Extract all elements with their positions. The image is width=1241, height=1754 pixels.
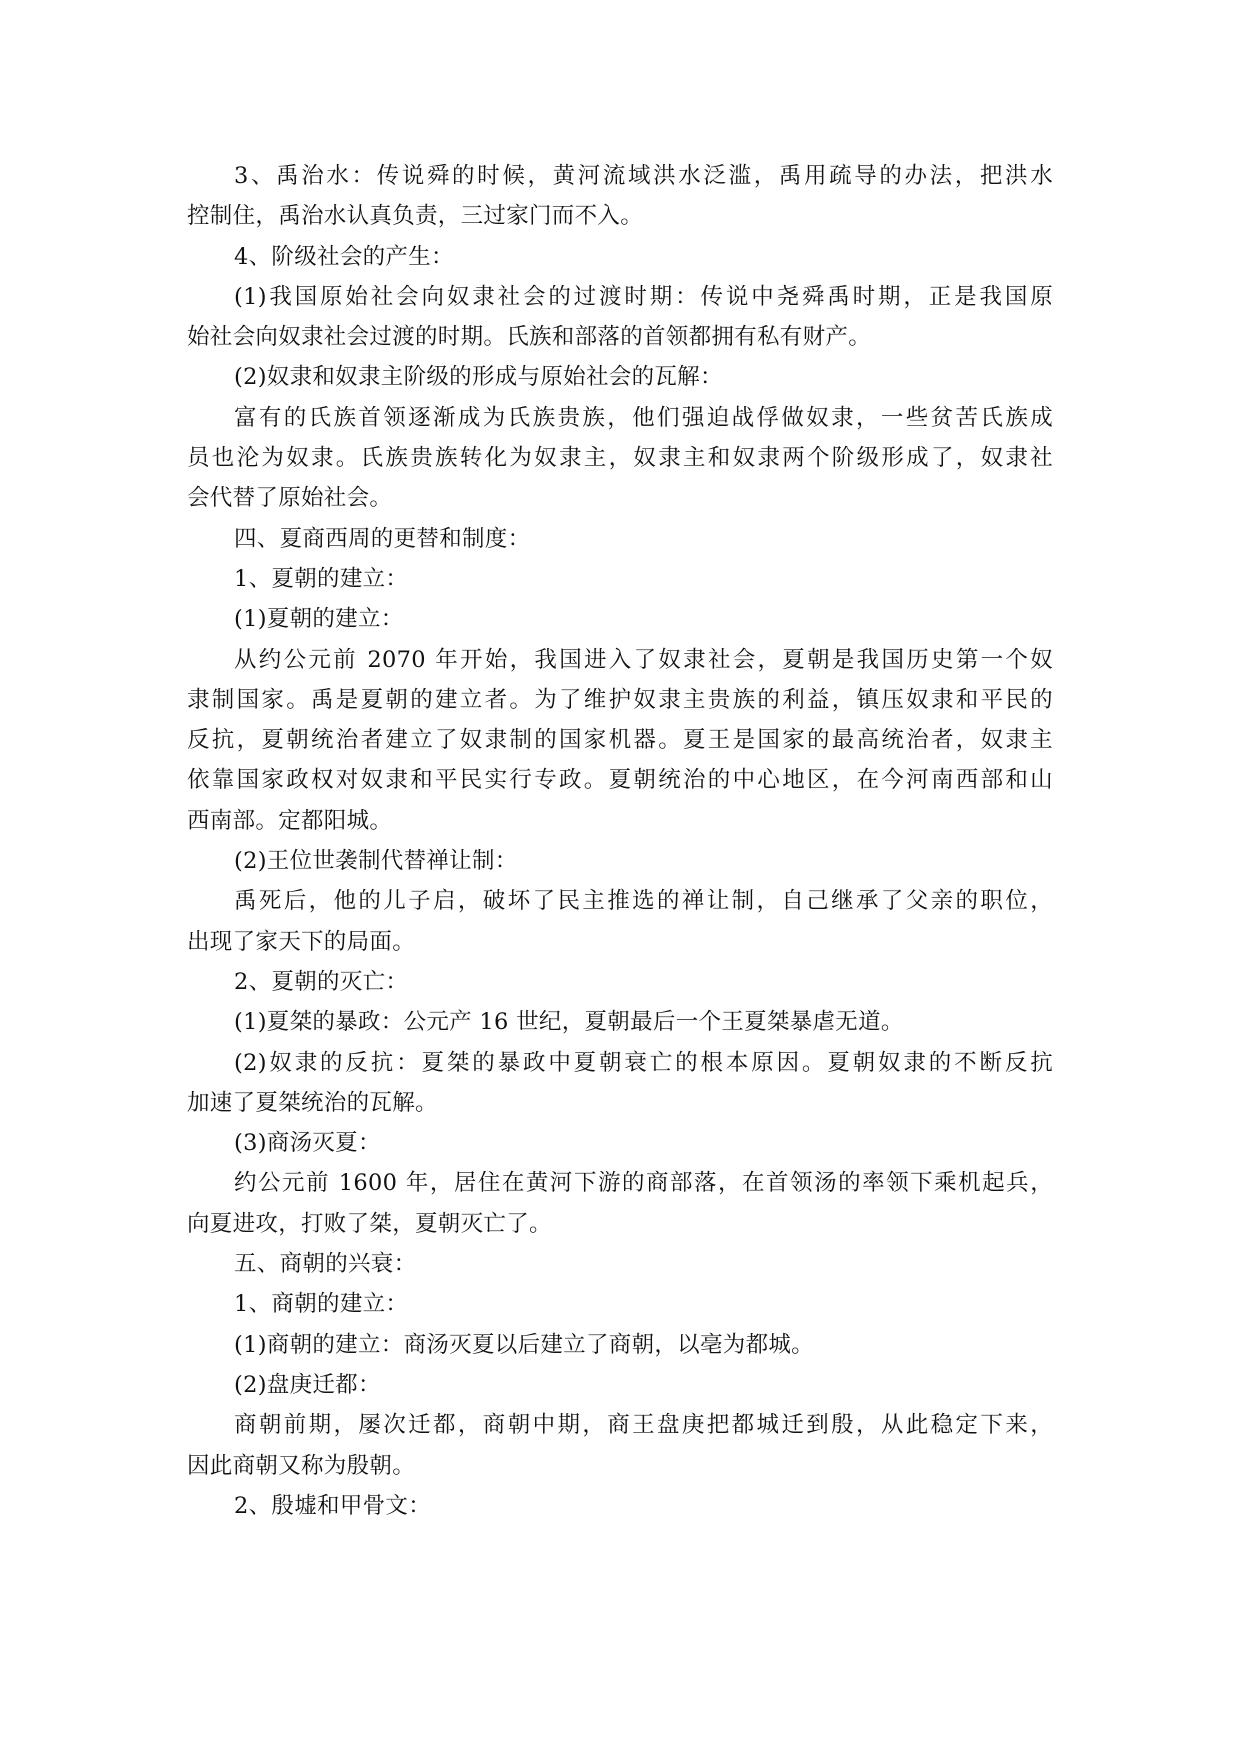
text-line: 3、禹治水：传说舜的时候，黄河流域洪水泛滥，禹用疏导的办法，把洪水 [234,163,1053,189]
text-line: 依靠国家政权对奴隶和平民实行专政。夏朝统治的中心地区，在今河南西部和山 [187,767,1053,794]
text-line: 反抗，夏朝统治者建立了奴隶制的国家机器。夏王是国家的最高统治者，奴隶主 [187,727,1053,754]
text-line: (1)夏朝的建立： [234,606,404,633]
text-line: 2、殷墟和甲骨文： [234,1492,432,1519]
text-line: 五、商朝的兴衰： [234,1251,417,1278]
text-line: 约公元前 1600 年，居住在黄河下游的商部落，在首领汤的率领下乘机起兵， [234,1170,1053,1197]
text-line: 始社会向奴隶社会过渡的时期。氏族和部落的首领都拥有私有财产。 [187,324,872,351]
text-line: 员也沦为奴隶。氏族贵族转化为奴隶主，奴隶主和奴隶两个阶级形成了，奴隶社 [187,445,1053,472]
text-line: 富有的氏族首领逐渐成为氏族贵族，他们强迫战俘做奴隶，一些贫苦氏族成 [234,404,1053,431]
text-line: (2)奴隶和奴隶主阶级的形成与原始社会的瓦解： [234,364,723,391]
text-line: 1、夏朝的建立： [234,565,409,592]
text-line: 2、夏朝的灭亡： [234,968,409,995]
text-line: 4、阶级社会的产生： [234,243,454,270]
text-line: 四、夏商西周的更替和制度： [234,525,531,552]
text-line: 会代替了原始社会。 [187,485,393,512]
text-line: 1、商朝的建立： [234,1291,409,1318]
text-line: (2)王位世袭制代替禅让制： [234,848,518,875]
text-line: (1)我国原始社会向奴隶社会的过渡时期：传说中尧舜禹时期，正是我国原 [234,283,1053,310]
text-line: 商朝前期，屡次迁都，商朝中期，商王盘庚把都城迁到殷，从此稳定下来， [234,1412,1053,1439]
text-line: 控制住，禹治水认真负责，三过家门而不入。 [187,203,644,230]
text-line: 西南部。定都阳城。 [187,807,393,834]
text-line: 出现了家天下的局面。 [187,928,416,955]
text-line: 向夏进攻，打败了桀，夏朝灭亡了。 [187,1210,552,1237]
text-line: (2)奴隶的反抗：夏桀的暴政中夏朝衰亡的根本原因。夏朝奴隶的不断反抗 [234,1049,1053,1076]
text-line: 禹死后，他的儿子启，破坏了民主推选的禅让制，自己继承了父亲的职位， [234,888,1053,915]
text-line: 隶制国家。禹是夏朝的建立者。为了维护奴隶主贵族的利益，镇压奴隶和平民的 [187,686,1053,713]
text-line: 从约公元前 2070 年开始，我国进入了奴隶社会，夏朝是我国历史第一个奴 [234,646,1053,673]
text-line: (2)盘庚迁都： [234,1371,381,1398]
text-line: (1)夏桀的暴政：公元产 16 世纪，夏朝最后一个王夏桀暴虐无道。 [234,1009,904,1036]
text-line: 加速了夏桀统治的瓦解。 [187,1089,438,1116]
document-body [187,156,1053,1526]
text-line: (3)商汤灭夏： [234,1130,381,1157]
text-line: 因此商朝又称为殷朝。 [187,1452,416,1479]
text-line: (1)商朝的建立：商汤灭夏以后建立了商朝，以亳为都城。 [234,1331,814,1358]
